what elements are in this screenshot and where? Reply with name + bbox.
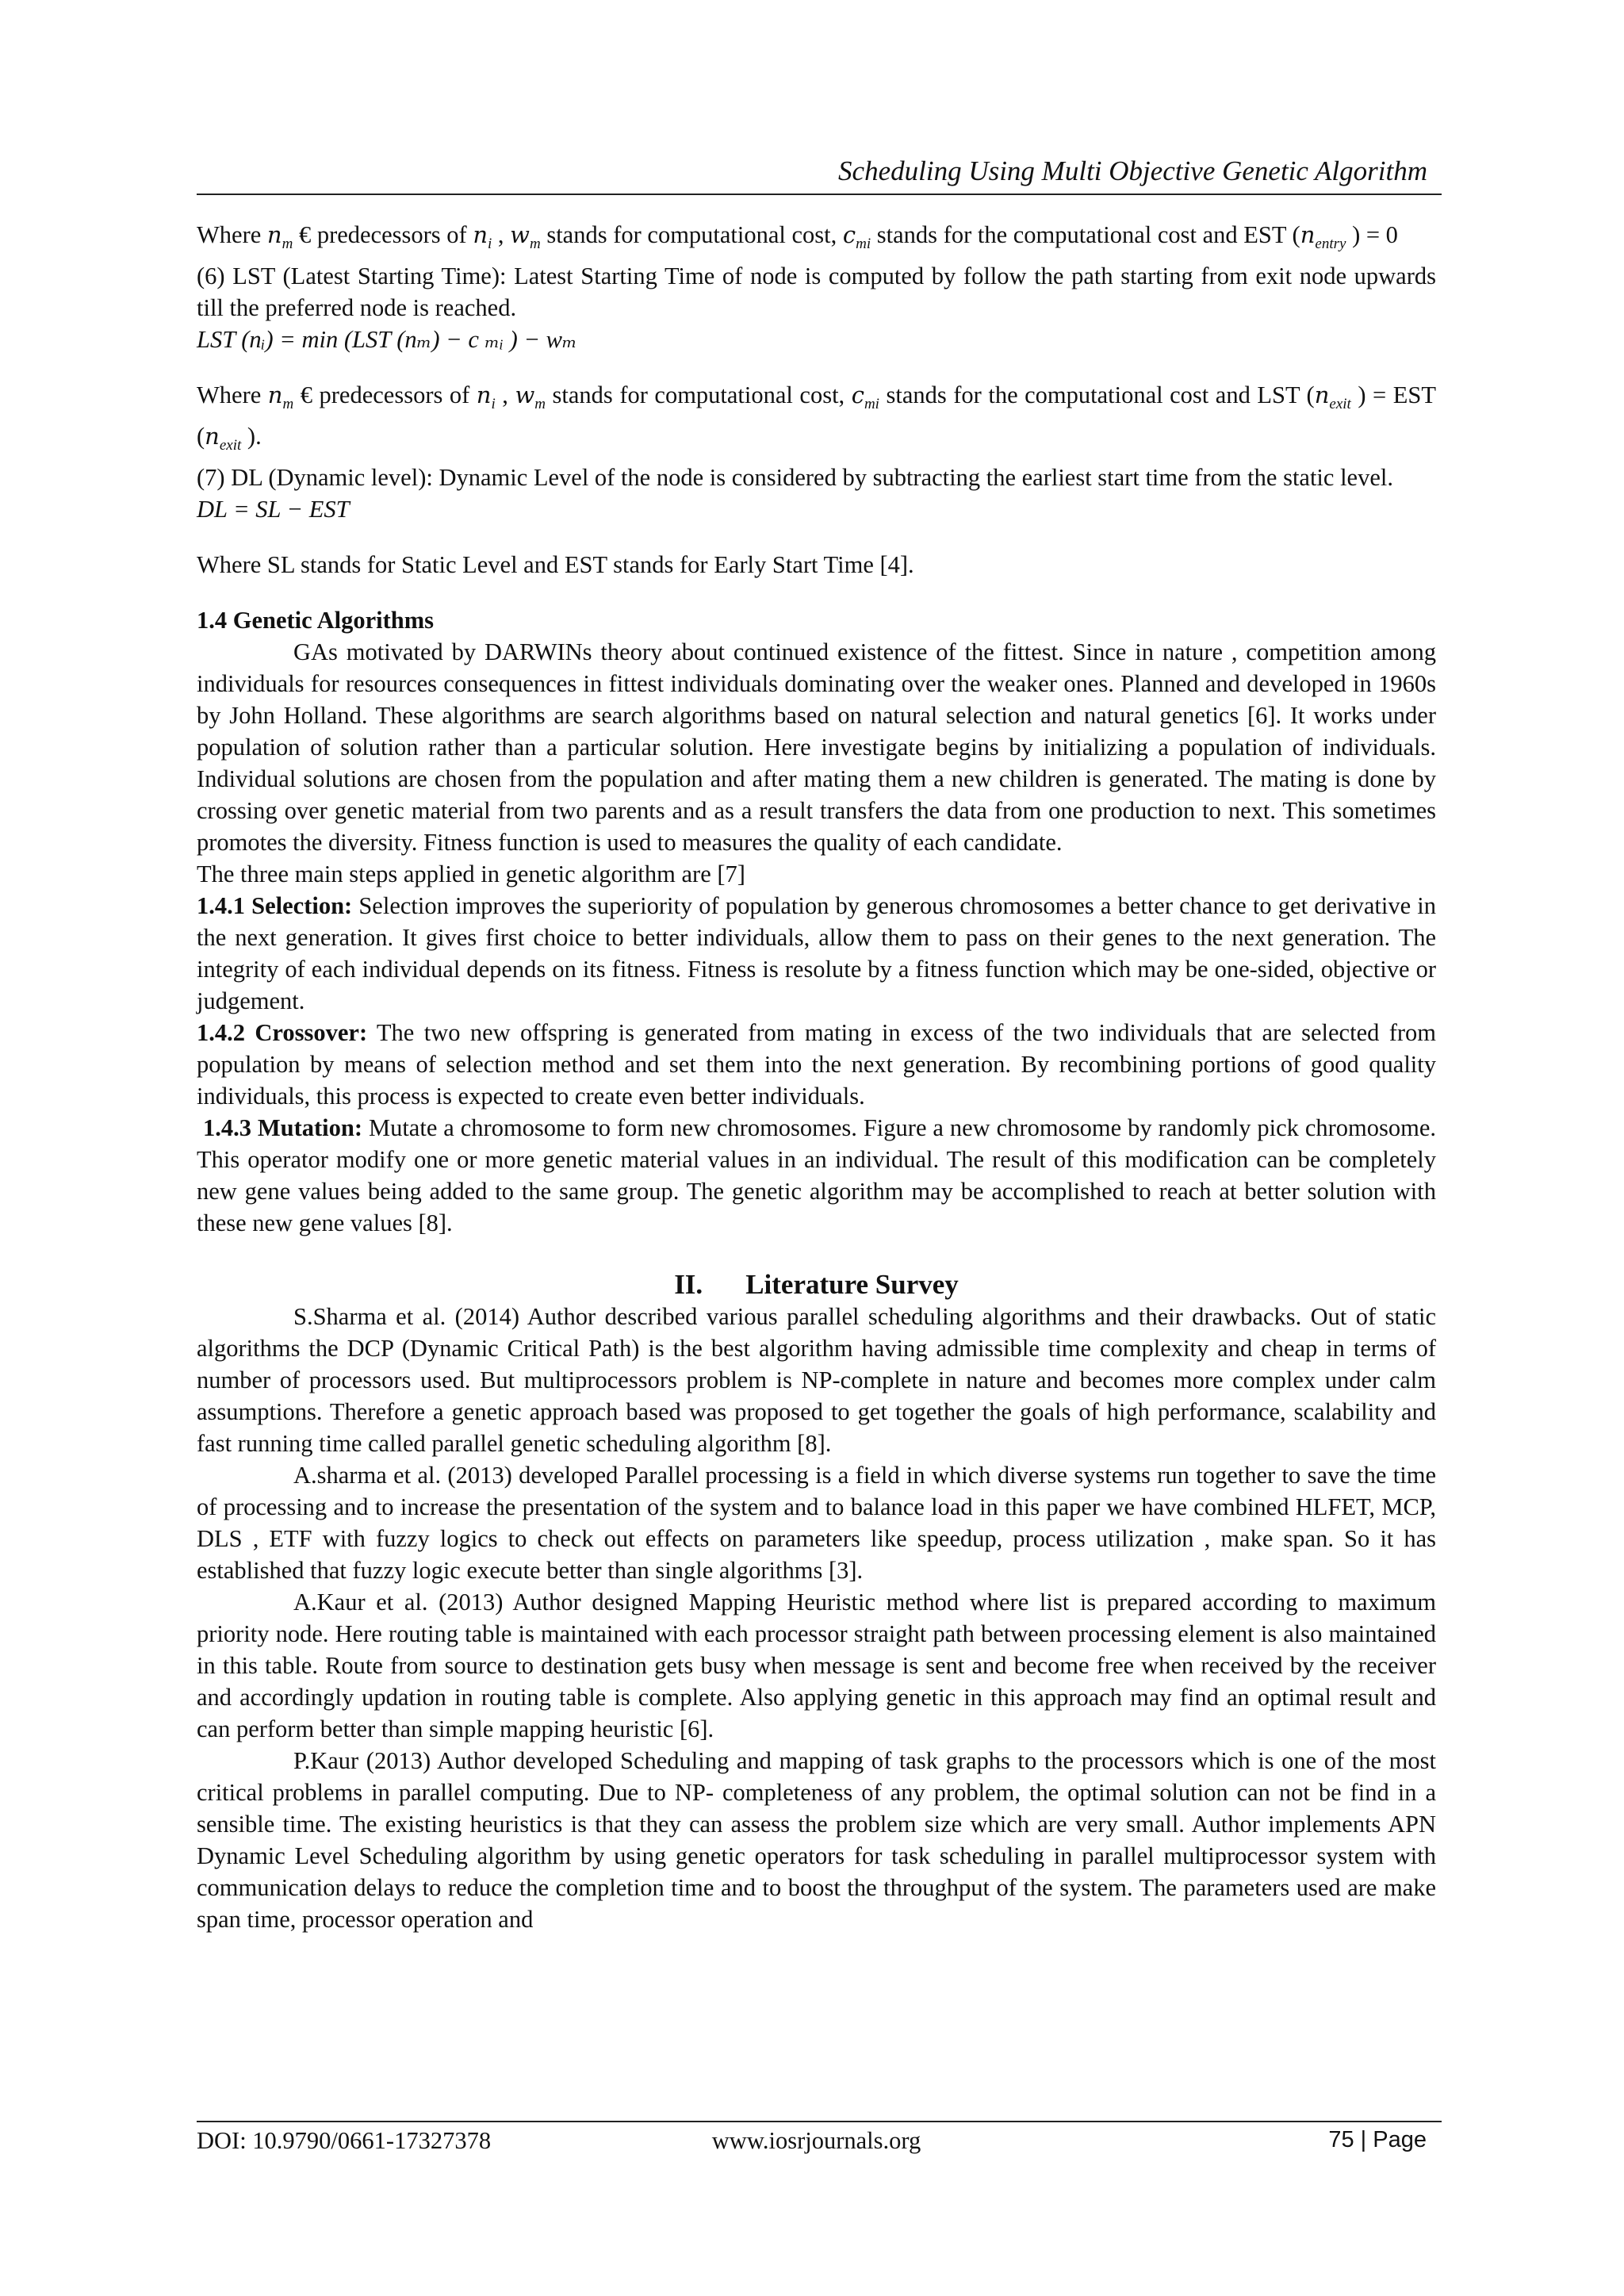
lst-equation: LST (nᵢ) = min (LST (nₘ) − c ₘᵢ ) − wₘ	[197, 326, 577, 353]
ga-steps-intro: The three main steps applied in genetic algorithm are [7]	[197, 861, 745, 887]
selection-paragraph: 1.4.1 Selection: Selection improves the superiority of population by generous chromosomes a better chance to get derivative in the next generation. It gives first choice to better individuals, allow them to pass on their genes to the next generation. The integrity of each individual depends on its fitness. Fitness is resolute by a fitness function which may be one-sided, objective or judgement.	[197, 892, 1436, 1014]
header-rule	[197, 194, 1442, 195]
lit-paragraph-pkaur-2013: P.Kaur (2013) Author developed Scheduling and mapping of task graphs to the processors which is one of the most critical problems in parallel computing. Due to NP- completeness of any problem, the optimal solution can not be find in a sensible time. The existing heuristics is that they can assess the problem size which are very small. Author implements APN Dynamic Level Scheduling algorithm by using genetic operators for task scheduling in parallel multiprocessor system with communication delays to reduce the completion time and to boost the throughput of the system. The parameters used are make span time, processor operation and	[197, 1747, 1436, 1933]
mutation-paragraph: 1.4.3 Mutation: Mutate a chromosome to form new chromosomes. Figure a new chromosome by randomly pick chromosome. This operator modify one or more genetic material values in an individual. The result of this modification can be completely new gene values being added to the same group. The genetic algorithm may be accomplished to reach at better solution with these new gene values [8].	[197, 1114, 1436, 1236]
footer-rule	[197, 2121, 1442, 2122]
est-where-paragraph: Where $n_m$ € predecessors of $n_i$ , $w_m$ stands for computational cost, $c_{mi}$ stands for the computational cost and EST ($n_{entry}$ ) = 0	[197, 221, 1398, 252]
crossover-paragraph: 1.4.2 Crossover: The two new offspring is generated from mating in excess of the two individuals that are selected from population by means of selection method and set them into the next generation. By recombining portions of good quality individuals, this process is expected to create even better individuals.	[197, 1019, 1437, 1110]
lit-paragraph-sharma-2014: S.Sharma et al. (2014) Author described various parallel scheduling algorithms and their drawbacks. Out of static algorithms the DCP (Dynamic Critical Path) is the best algorithm having admissible time complexity and cheap in terms of number of processors used. But multiprocessors problem is NP-complete in nature and becomes more complex under calm assumptions. Therefore a genetic approach based was proposed to get together the goals of high performance, scalability and fast running time called parallel genetic scheduling algorithm [8].	[197, 1303, 1436, 1457]
dl-equation: DL = SL − EST	[197, 496, 350, 523]
dl-definition: (7) DL (Dynamic level): Dynamic Level of the node is considered by subtracting the earliest start time from the static level.	[197, 464, 1393, 491]
lst-where-paragraph: Where $n_m$ € predecessors of $n_i$ , $w_m$ stands for computational cost, $c_{mi}$ stands for the computational cost and LST ($n_{exit}$ ) = EST ($n_{exit}$ ).	[197, 381, 1436, 454]
body-text	[197, 219, 1436, 1935]
dl-where-paragraph: Where SL stands for Static Level and EST stands for Early Start Time [4].	[197, 551, 914, 578]
section-heading-genetic-algorithms: 1.4 Genetic Algorithms	[197, 607, 435, 634]
lst-definition: (6) LST (Latest Starting Time): Latest Starting Time of node is computed by follow the path starting from exit node upwards till the preferred node is reached.	[197, 263, 1436, 321]
lit-paragraph-kaur-2013: A.Kaur et al. (2013) Author designed Mapping Heuristic method where list is prepared according to maximum priority node. Here routing table is maintained with each processor straight path between processing element is also maintained in this table. Route from source to destination gets busy when message is sent and become free when received by the receiver and accordingly updation in routing table is complete. Also applying genetic in this approach may find an optimal result and can perform better than simple mapping heuristic [6].	[197, 1589, 1436, 1742]
footer-doi: DOI: 10.9790/0661-17327378	[197, 2127, 492, 2154]
running-header: Scheduling Using Multi Objective Genetic Algorithm	[838, 155, 1427, 186]
ga-intro-paragraph: GAs motivated by DARWINs theory about continued existence of the fittest. Since in nature , competition among individuals for resources consequences in fittest individuals dominating over the weaker ones. Planned and developed in 1960s by John Holland. These algorithms are search algorithms based on natural selection and natural genetics [6]. It works under population of solution rather than a particular solution. Here investigate begins by initializing a population of individuals. Individual solutions are chosen from the population and after mating them a new children is generated. The mating is done by crossing over genetic material from two parents and as a result transfers the data from one production to next. This sometimes promotes the diversity. Fitness function is used to measures the quality of each candidate.	[197, 638, 1436, 856]
footer-page-number: 75 | Page	[1328, 2127, 1427, 2152]
footer-website: www.iosrjournals.org	[711, 2127, 921, 2154]
lit-paragraph-sharma-2013: A.sharma et al. (2013) developed Parallel processing is a field in which diverse systems run together to save the time of processing and to increase the presentation of the system and to balance load in this paper we have combined HLFET, MCP, DLS , ETF with fuzzy logics to check out effects on parameters like speedup, process utilization , make span. So it has established that fuzzy logic execute better than single algorithms [3].	[197, 1462, 1436, 1584]
section-heading-literature-survey: II. Literature Survey	[674, 1269, 959, 1300]
